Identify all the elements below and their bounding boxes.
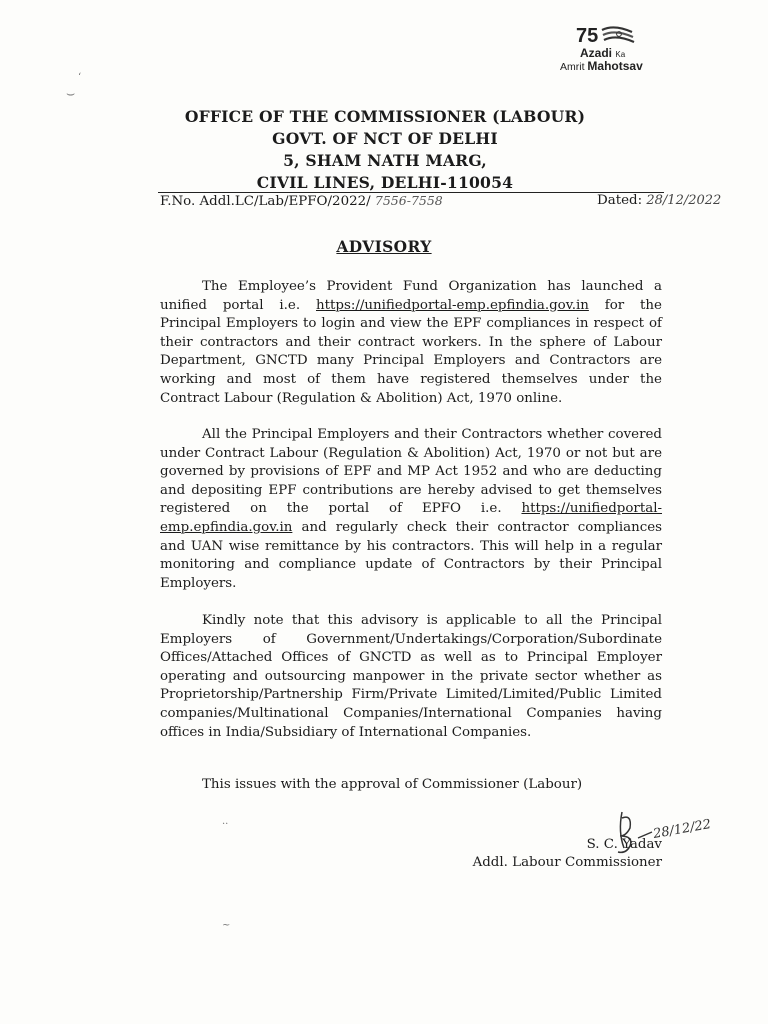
- handwritten-dispatch-number: 7556-7558: [374, 193, 443, 208]
- portal-link[interactable]: https://unifiedportal-emp.epfindia.gov.in: [160, 501, 662, 535]
- file-number: F.No. Addl.LC/Lab/EPFO/2022/ 7556-7558: [160, 193, 443, 209]
- header-line-1: OFFICE OF THE COMMISSIONER (LABOUR): [184, 107, 586, 126]
- office-header: [150, 106, 620, 194]
- stray-mark: ⌣: [66, 86, 76, 102]
- paragraph-4: This issues with the approval of Commissioner (Labour): [202, 777, 583, 792]
- signature-date: 28/12/22: [652, 817, 713, 842]
- logo-number: 75: [576, 25, 599, 47]
- signature-icon: [604, 808, 724, 860]
- header-line-2: GOVT. OF NCT OF DELHI: [272, 129, 498, 148]
- paragraph-3: Kindly note that this advisory is applicable to all the Principal Employers of Government/Undertakings/Corporation/Subordinate Offices/Attached Offices of GNCTD as well as to Principal Employer operating and outsourcing manpower in the private sector whether as Proprietorship/Partnership Firm/Private Limited/Limited/Public Limited companies/Multinational Companies/International Companies having offices in India/Subsidiary of International Companies.: [160, 613, 662, 740]
- paragraph-2: All the Principal Employers and their Contractors whether covered under Contract Labour (Regulation & Abolition) Act, 1970 or not but are governed by provisions of EPF and MP Act 1952 and who are deducting and depositing EPF contributions are hereby advised to get themselves registered on the portal of EPFO i.e. https://unifiedportal-emp.epfindia.gov.in and regularly check their contractor compliances and UAN wise remittance by his contractors. This will help in a regular monitoring and compliance update of Contractors by their Principal Employers.: [160, 427, 662, 591]
- date-line: Dated: 28/12/2022: [597, 193, 722, 208]
- azadi-ka-amrit-mahotsav-logo: [560, 22, 662, 74]
- paragraph-1: The Employee’s Provident Fund Organization has launched a unified portal i.e. https://unifiedportal-emp.epfindia.gov.in for the Principal Employers to login and view the EPF compliances in respect of their contractors and their contract workers. In the sphere of Labour Department, GNCTD many Principal Employers and Contractors are working and most of them have registered themselves under the Contract Labour (Regulation & Abolition) Act, 1970 online.: [160, 279, 662, 406]
- signatory-name: S. C. Yadav: [586, 837, 662, 852]
- stray-mark: ~: [222, 920, 231, 931]
- header-line-4: CIVIL LINES, DELHI-110054: [256, 173, 514, 192]
- header-line-3: 5, SHAM NATH MARG,: [283, 151, 487, 170]
- handwritten-date: 28/12/2022: [646, 193, 722, 208]
- logo-line1: Azadi Ka: [580, 46, 626, 60]
- logo-line2: Amrit Mahotsav: [560, 59, 643, 73]
- portal-link[interactable]: https://unifiedportal-emp.epfindia.gov.in: [315, 297, 589, 313]
- document-title: ADVISORY: [336, 238, 432, 256]
- signatory-designation: Addl. Labour Commissioner: [472, 855, 662, 870]
- stray-mark: ..: [222, 816, 229, 827]
- stray-mark: ‘: [78, 72, 82, 83]
